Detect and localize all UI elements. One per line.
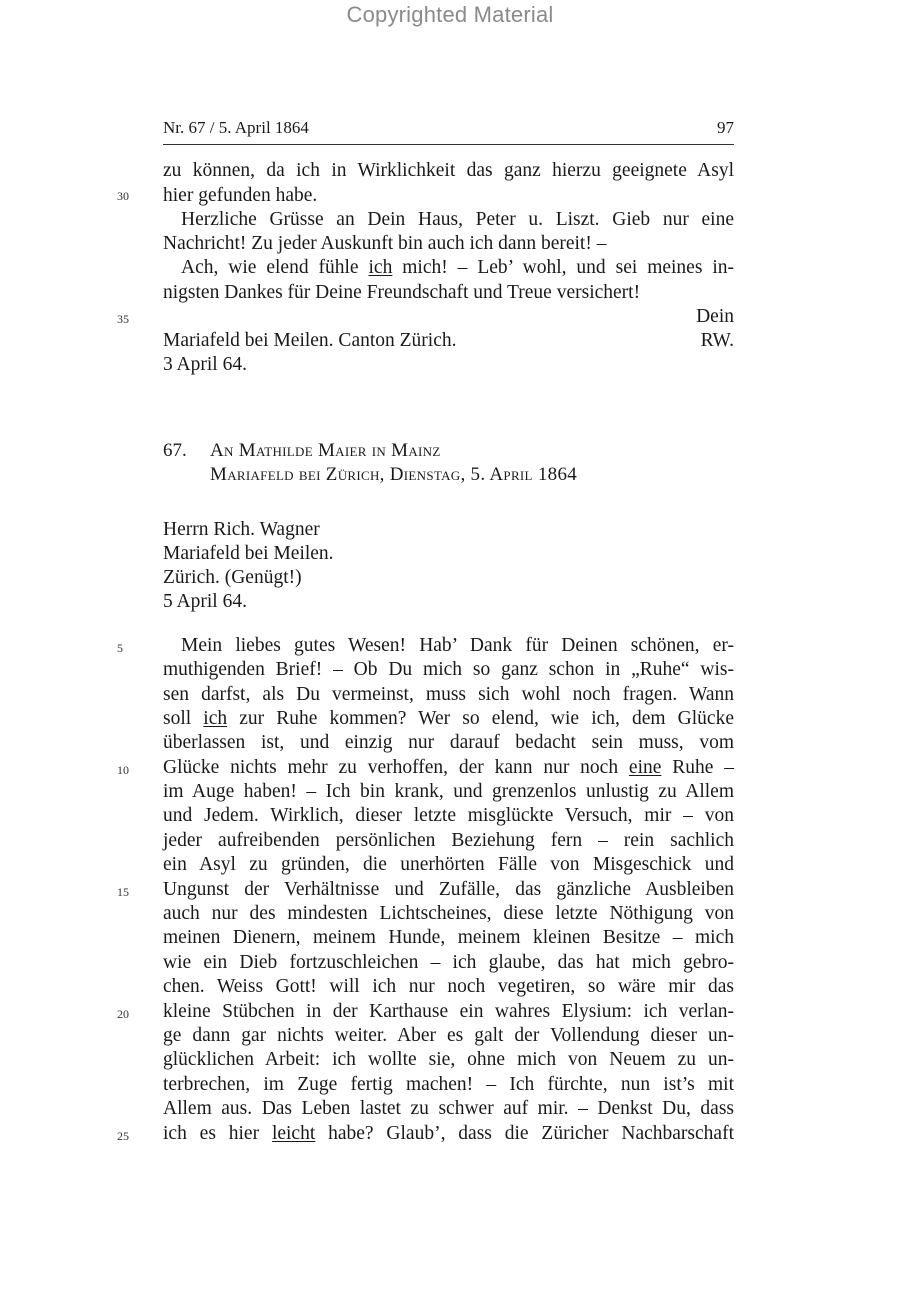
text-segment: habe? Glaub’, dass die Züricher Nachbarschaft	[315, 1123, 734, 1144]
text-line: Herzliche Grüsse an Dein Haus, Peter u. Liszt. Gieb nur eine	[181, 209, 734, 230]
text-line	[163, 707, 734, 731]
text-line	[163, 256, 734, 280]
line-number: 15	[117, 885, 129, 899]
text-line: im Auge haben! – Ich bin krank, und grenzenlos unlustig zu Allem	[163, 781, 734, 802]
address-line: Zürich. (Genügt!)	[163, 567, 302, 588]
text-segment: Ach, wie elend fühle	[181, 257, 369, 278]
text-line: Mein liebes gutes Wesen! Hab’ Dank für Deinen schönen, er-	[181, 635, 734, 656]
text-line: und Jedem. Wirklich, dieser letzte misglückte Versuch, mir – von	[163, 805, 734, 826]
text-segment: Glücke nichts mehr zu verhoffen, der kann nur noch	[163, 757, 629, 778]
closing-salutation: Dein	[696, 306, 734, 327]
text-line: terbrechen, im Zuge fertig machen! – Ich fürchte, nun ist’s mit	[163, 1074, 734, 1095]
text-line: glücklichen Arbeit: ich wollte sie, ohne mich von Neuem zu un-	[163, 1049, 734, 1070]
text-line: sen darfst, als Du vermeinst, muss sich wohl noch fragen. Wann	[163, 684, 734, 705]
line-number: 35	[117, 312, 129, 326]
text-line: kleine Stübchen in der Karthause ein wahres Elysium: ich verlan-	[163, 1001, 734, 1022]
text-line: ge dann gar nichts weiter. Aber es galt der Vollendung dieser un-	[163, 1025, 734, 1046]
text-line: nigsten Dankes für Deine Freundschaft und Treue versichert!	[163, 282, 641, 303]
text-line: wie ein Dieb fortzuschleichen – ich glaube, das hat mich gebro-	[163, 952, 734, 973]
sender-address: Mariafeld bei Meilen. Canton Zürich.	[163, 330, 457, 351]
text-line: Ungunst der Verhältnisse und Zufälle, das gänzliche Ausbleiben	[163, 879, 734, 900]
text-line: muthigenden Brief! – Ob Du mich so ganz schon in „Ruhe“ wis-	[163, 659, 734, 680]
text-line: chen. Weiss Gott! will ich nur noch vegetiren, so wäre mir das	[163, 976, 734, 997]
text-line	[163, 1122, 734, 1146]
copyright-watermark: Copyrighted Material	[346, 2, 554, 27]
line-number: 20	[117, 1007, 129, 1021]
address-line: 5 April 64.	[163, 591, 247, 612]
underlined-word: ich	[203, 708, 228, 729]
signature: RW.	[700, 330, 734, 351]
letter-place-date: Mariafeld bei Zürich, Dienstag, 5. April 1864	[210, 464, 578, 485]
text-line: Nachricht! Zu jeder Auskunft bin auch ich dann bereit! –	[163, 233, 607, 254]
line-number: 30	[117, 189, 129, 203]
running-head	[163, 118, 734, 145]
text-line	[163, 756, 734, 780]
underlined-word: eine	[628, 757, 662, 778]
text-line: auch nur des mindesten Lichtscheines, diese letzte Nöthigung von	[163, 903, 734, 924]
text-line: hier gefunden habe.	[163, 185, 318, 206]
letter-date: 3 April 64.	[163, 354, 247, 375]
signature-line	[163, 329, 734, 353]
text-segment: zur Ruhe kommen? Wer so elend, wie ich, dem Glücke	[227, 708, 734, 729]
text-segment: Ruhe –	[661, 757, 734, 778]
underlined-word: leicht	[271, 1123, 316, 1144]
line-number: 5	[117, 641, 123, 655]
text-line: ein Asyl zu gründen, die unerhörten Fälle von Misgeschick und	[163, 854, 734, 875]
running-head-title: Nr. 67 / 5. April 1864	[163, 118, 309, 137]
address-line: Mariafeld bei Meilen.	[163, 543, 334, 564]
line-number: 25	[117, 1129, 129, 1143]
text-line: jeder aufreibenden persönlichen Beziehung fern – rein sachlich	[163, 830, 734, 851]
text-segment: soll	[163, 708, 204, 729]
text-segment: ich es hier	[163, 1123, 272, 1144]
underlined-word: ich	[368, 257, 393, 278]
address-line: Herrn Rich. Wagner	[163, 519, 320, 540]
text-line: überlassen ist, und einzig nur darauf bedacht sein muss, vom	[163, 732, 734, 753]
text-line: zu können, da ich in Wirklichkeit das ganz hierzu geeignete Asyl	[163, 160, 734, 181]
line-number: 10	[117, 763, 129, 777]
text-segment: mich! – Leb’ wohl, und sei meines in-	[392, 257, 735, 278]
letter-recipient: An Mathilde Maier in Mainz	[210, 440, 441, 461]
text-line: Allem aus. Das Leben lastet zu schwer auf mir. – Denkst Du, dass	[163, 1098, 734, 1119]
letter-heading	[163, 438, 763, 464]
text-line: meinen Dienern, meinem Hunde, meinem kleinen Besitze – mich	[163, 927, 734, 948]
page-number: 97	[717, 118, 734, 137]
letter-number: 67.	[163, 440, 187, 461]
